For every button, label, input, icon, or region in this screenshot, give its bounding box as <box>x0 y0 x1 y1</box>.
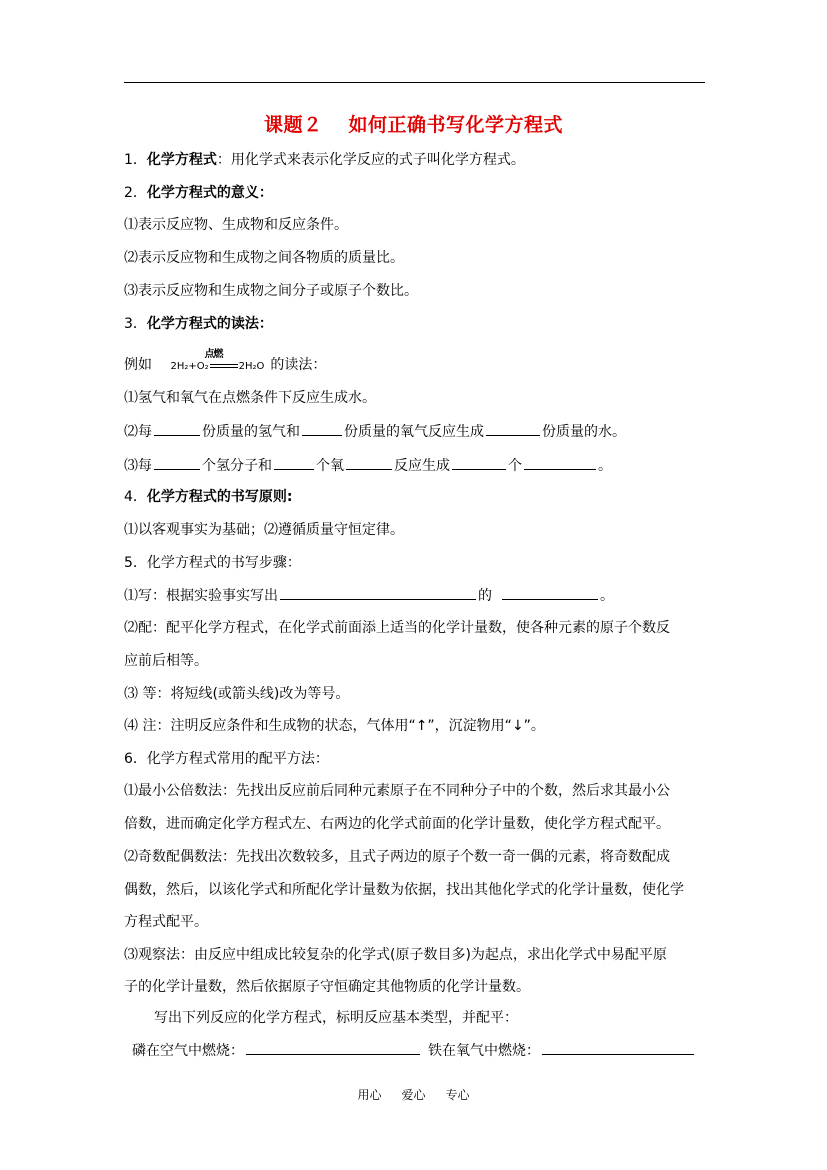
section-4-heading: 4．化学方程式的书写原则: <box>124 489 293 505</box>
section-2-item-3: ⑶表示反应物和生成物之间分子或原子个数比。 <box>124 283 418 299</box>
section-1: 1．化学方程式：用化学式来表示化学反应的式子叫化学方程式。 <box>124 152 525 168</box>
title-lesson-number: 课题２ <box>263 114 323 136</box>
step-balance-line-2: 应前后相等。 <box>124 653 208 669</box>
blank-field[interactable] <box>280 585 476 600</box>
page-title <box>0 110 827 137</box>
reading-3: ⑶每 个氢分子和 个氧 反应生成 个 。 <box>124 455 612 476</box>
blank-field[interactable] <box>154 421 200 436</box>
blank-field[interactable] <box>452 455 506 470</box>
section-2-heading: 2．化学方程式的意义： <box>124 185 273 201</box>
method-1-line-1: ⑴最小公倍数法：先找出反应前后同种元素原子在不同种分子中的个数，然后求其最小公 <box>124 783 670 799</box>
section-5-heading: 5．化学方程式的书写步骤： <box>124 555 301 571</box>
section-6-heading: 6．化学方程式常用的配平方法： <box>124 751 329 767</box>
page-footer: 用心 爱心 专心 <box>357 1088 470 1102</box>
equation-condition: 点燃 <box>204 349 223 360</box>
method-2-line-3: 方程式配平。 <box>124 914 208 930</box>
method-3-line-2: 子的化学计量数，然后依据原子守恒确定其他物质的化学计量数。 <box>124 979 530 995</box>
method-3-line-1: ⑶观察法：由反应中组成比较复杂的化学式(原子数目多)为起点，求出化学式中易配平原 <box>124 947 667 963</box>
section-2-item-2: ⑵表示反应物和生成物之间各物质的质量比。 <box>124 250 404 266</box>
step-write: ⑴写：根据实验事实写出 的 。 <box>124 585 614 606</box>
section-3-example: 例如 2H₂+O₂ 2H₂O 点燃 的读法： <box>124 355 326 377</box>
answer-blank[interactable] <box>246 1040 420 1055</box>
exercise-questions: 磷在空气中燃烧： 铁在氧气中燃烧： <box>132 1040 696 1061</box>
blank-field[interactable] <box>502 585 598 600</box>
blank-field[interactable] <box>154 455 200 470</box>
method-2-line-2: 偶数，然后，以该化学式和所配化学计量数为依据，找出其他化学式的化学计量数，使化学 <box>124 882 684 898</box>
reading-1: ⑴氢气和氧气在点燃条件下反应生成水。 <box>124 390 376 406</box>
exercise-intro: 写出下列反应的化学方程式，标明反应基本类型，并配平： <box>154 1010 518 1026</box>
section-3-heading: 3．化学方程式的读法： <box>124 316 273 332</box>
header-rule <box>124 82 705 83</box>
chemical-equation: 2H₂+O₂ 2H₂O 点燃 <box>170 357 264 377</box>
step-balance-line-1: ⑵配：配平化学方程式，在化学式前面添上适当的化学计量数，使各种元素的原子个数反 <box>124 620 670 636</box>
blank-field[interactable] <box>486 421 540 436</box>
title-text: 如何正确书写化学方程式 <box>348 114 564 136</box>
answer-blank[interactable] <box>542 1040 694 1055</box>
method-1-line-2: 倍数，进而确定化学方程式左、右两边的化学式前面的化学计量数，使化学方程式配平。 <box>124 816 670 832</box>
section-2-item-1: ⑴表示反应物、生成物和反应条件。 <box>124 217 348 233</box>
method-2-line-1: ⑵奇数配偶数法：先找出次数较多，且式子两边的原子个数一奇一偶的元素，将奇数配成 <box>124 849 670 865</box>
step-equal: ⑶ 等：将短线(或箭头线)改为等号。 <box>124 686 350 702</box>
step-note: ⑷ 注：注明反应条件和生成物的状态，气体用“↑”，沉淀物用“↓”。 <box>124 718 545 734</box>
blank-field[interactable] <box>274 455 314 470</box>
blank-field[interactable] <box>524 455 596 470</box>
blank-field[interactable] <box>302 421 342 436</box>
reading-2: ⑵每 份质量的氢气和 份质量的氧气反应生成 份质量的水。 <box>124 421 626 442</box>
section-4-text: ⑴以客观事实为基础；⑵遵循质量守恒定律。 <box>124 522 404 538</box>
blank-field[interactable] <box>346 455 392 470</box>
